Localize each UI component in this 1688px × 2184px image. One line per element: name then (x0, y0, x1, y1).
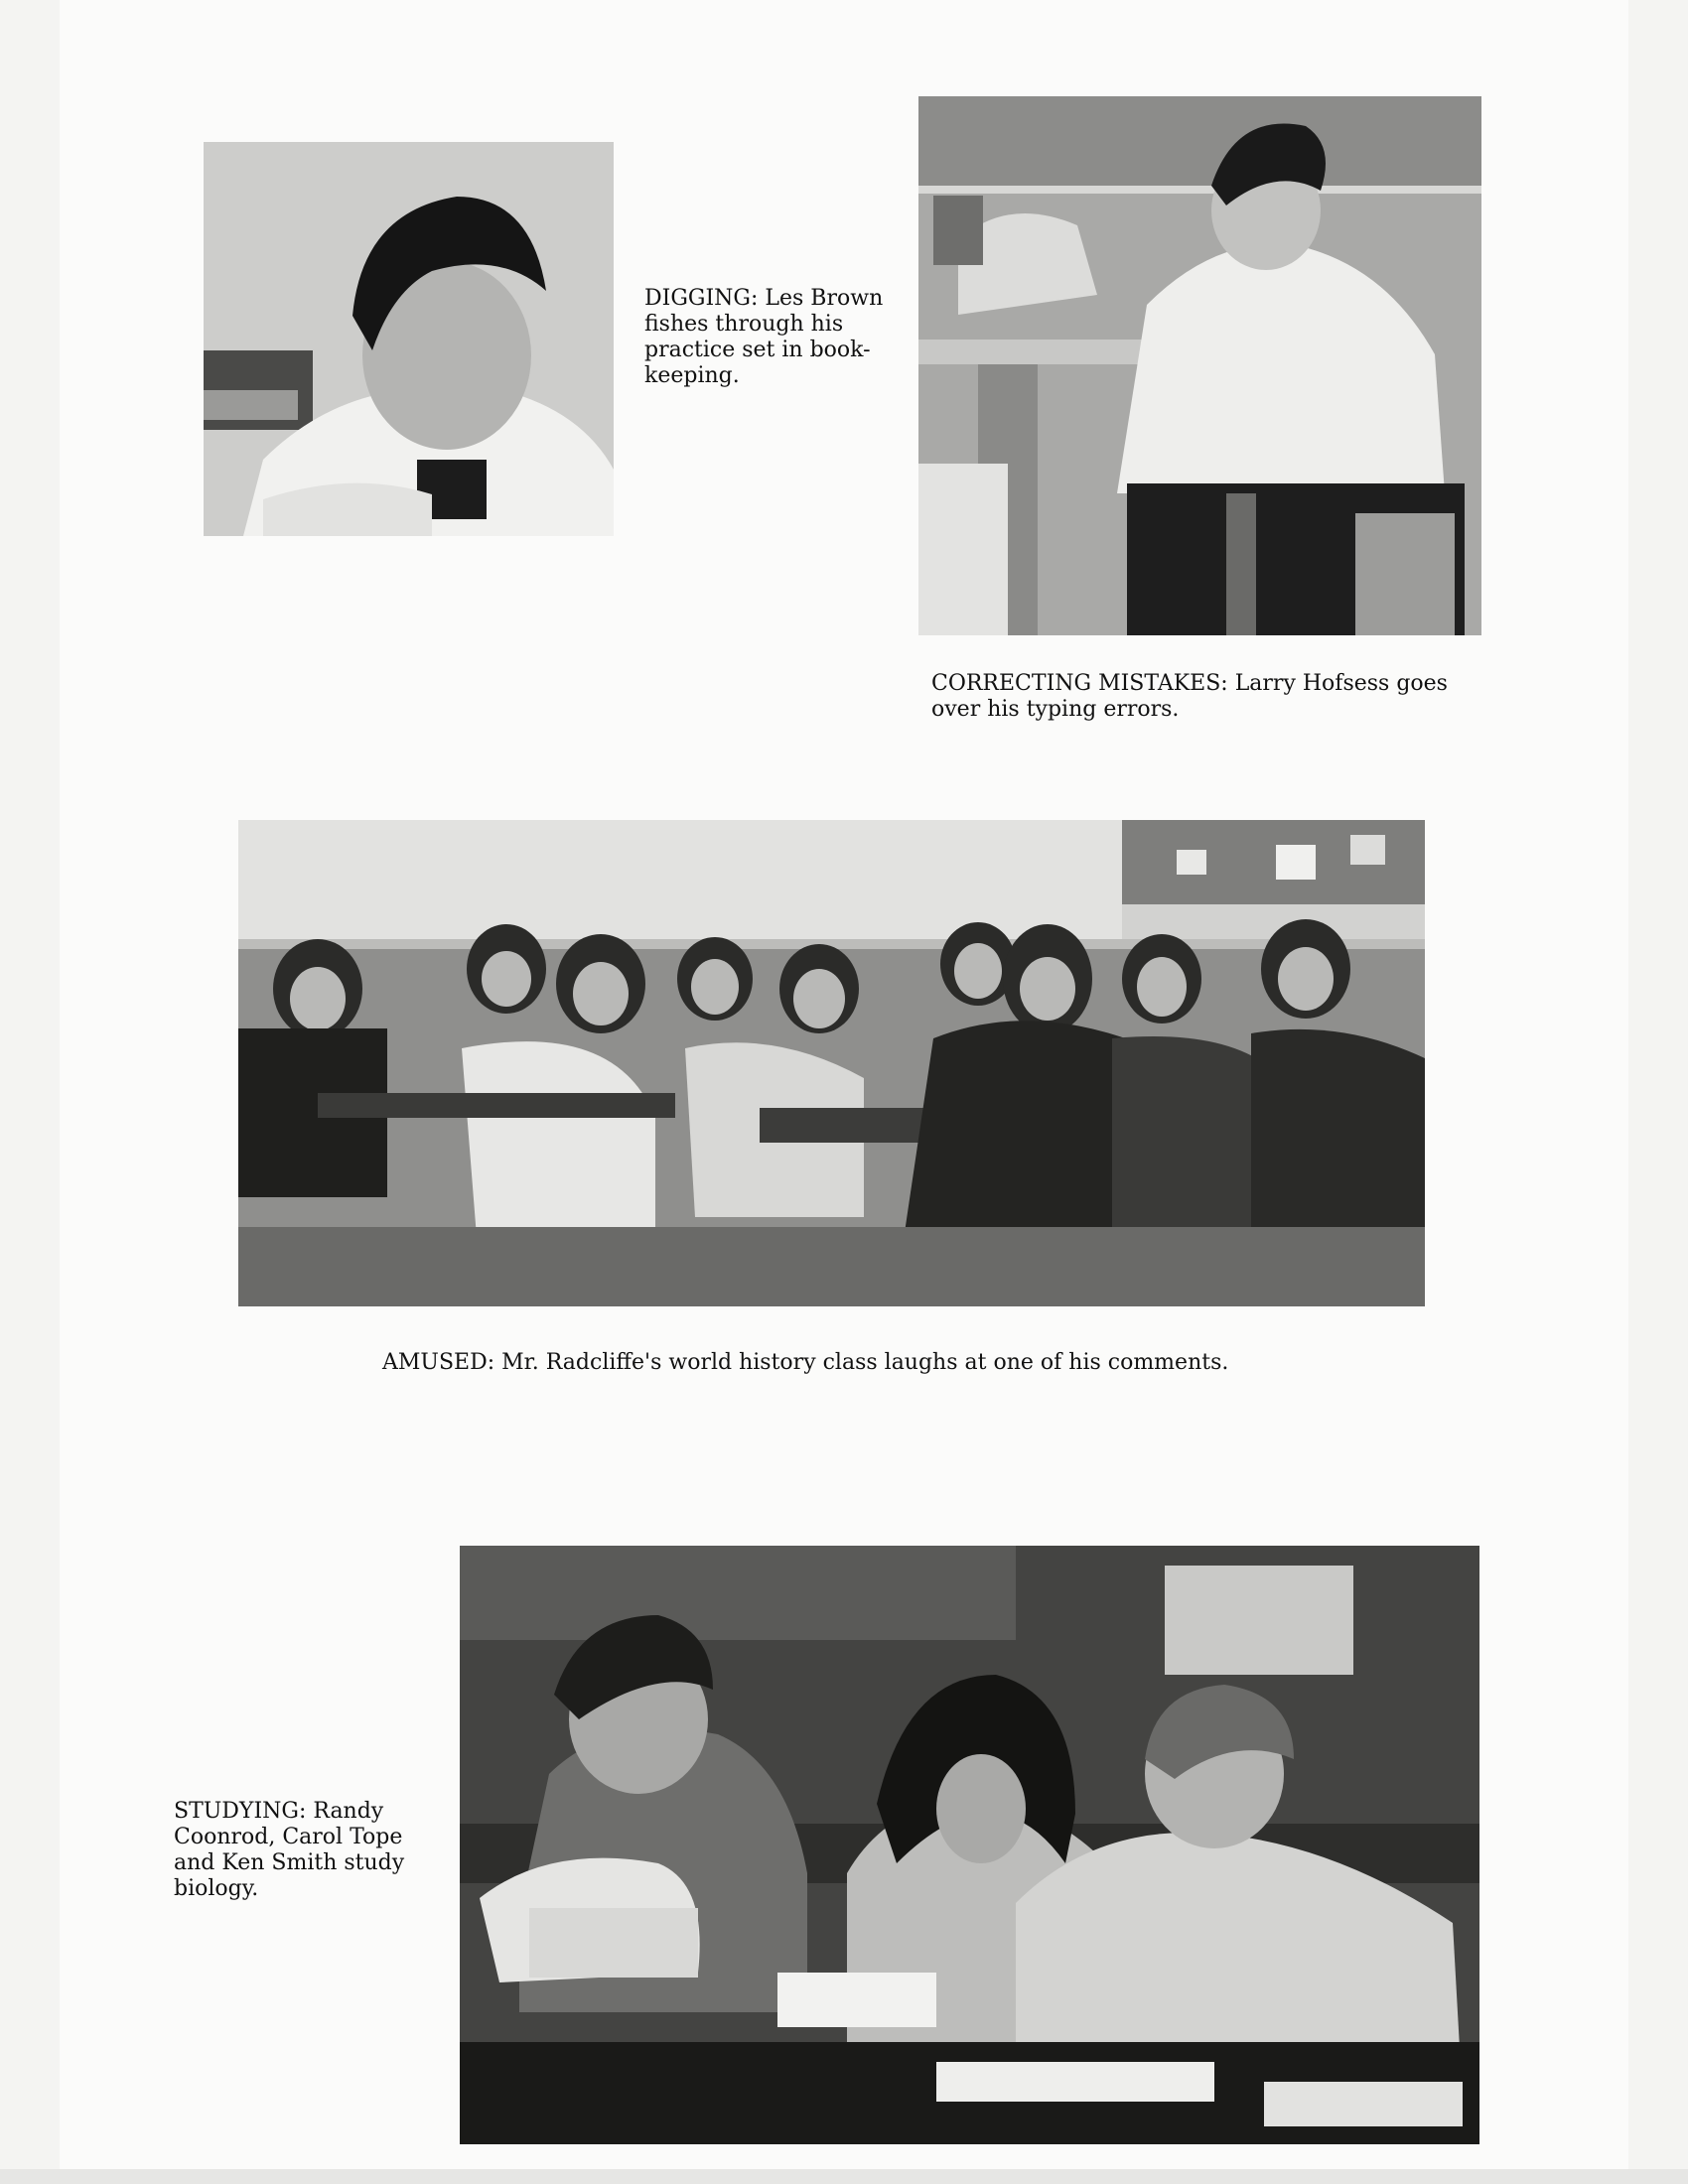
caption-amused: AMUSED: Mr. Radcliffe's world history class laughs at one of his comments. (382, 1350, 1229, 1375)
photo-larry-hofsess (918, 96, 1481, 635)
photo-les-brown (204, 142, 614, 536)
page-bottom-edge (0, 2169, 1688, 2184)
caption-studying: STUDYING: Randy Coonrod, Carol Tope and Ken Smith study biology. (174, 1799, 405, 1901)
photo-world-history-class (238, 820, 1425, 1306)
photo-larry-hofsess-image (918, 96, 1481, 635)
photo-les-brown-image (204, 142, 614, 536)
caption-digging: DIGGING: Les Brown fishes through his practice set in book-keeping. (644, 286, 884, 388)
caption-correcting-mistakes: CORRECTING MISTAKES: Larry Hofsess goes over his typing errors. (931, 671, 1448, 722)
photo-biology-students (460, 1546, 1479, 2144)
photo-world-history-class-image (238, 820, 1425, 1306)
photo-biology-students-image (460, 1546, 1479, 2144)
